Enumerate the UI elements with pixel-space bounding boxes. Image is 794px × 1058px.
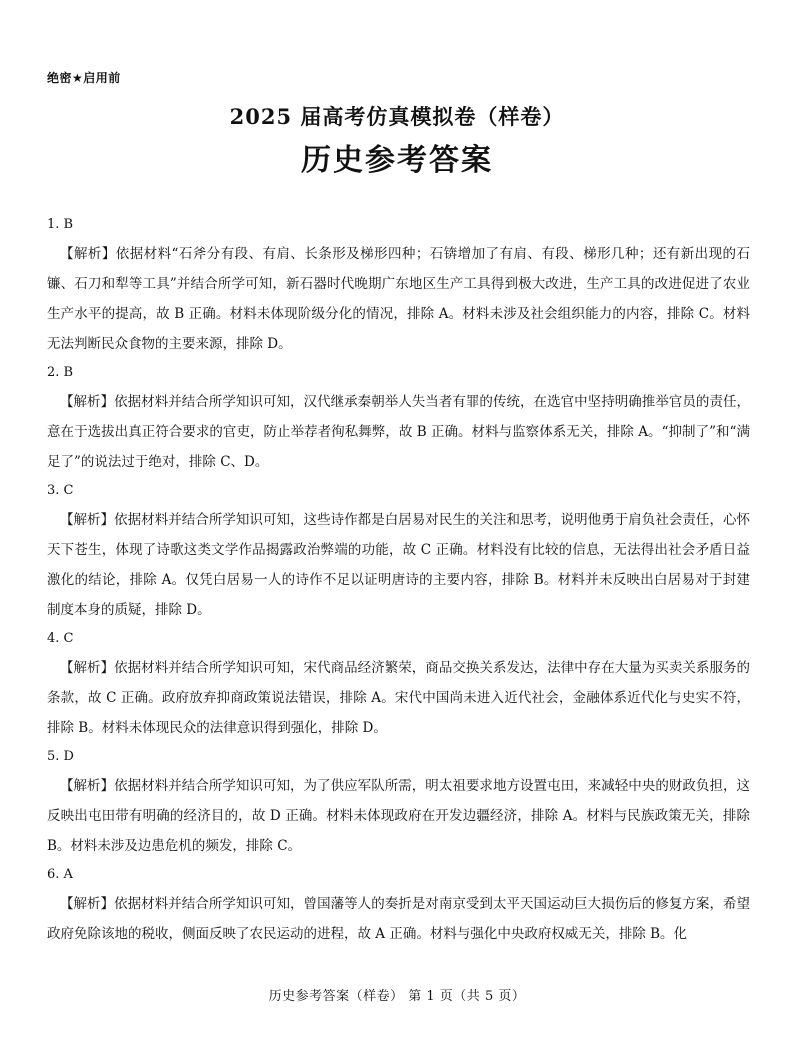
answer-item bbox=[47, 743, 750, 861]
page-footer: 历史参考答案（样卷） 第 1 页（共 5 页） bbox=[268, 989, 526, 1004]
question-number: 4. C bbox=[47, 631, 74, 646]
answer-explanation: 【解析】依据材料并结合所学知识可知，汉代继承秦朝举人失当者有罪的传统，在选官中坚持明确推举官员的责任，意在于选拔出真正符合要求的官吏，防止举荐者徇私舞弊，故 B 正确。材料与监察体系无关，排除 A。“抑制了”和“满足了”的说法过于绝对，排除 C、D。 bbox=[47, 394, 750, 470]
question-number: 2. B bbox=[47, 365, 74, 380]
question-number: 5. D bbox=[47, 749, 74, 764]
answer-explanation: 【解析】依据材料并结合所学知识可知，宋代商品经济繁荣，商品交换关系发达，法律中存在大量为买卖关系服务的条款，故 C 正确。政府放弃抑商政策说法错误，排除 A。宋代中国尚未进入近代社会，金融体系近代化与史实不符，排除 B。材料未体现民众的法律意识得到强化，排除 D。 bbox=[47, 660, 750, 736]
question-number: 3. C bbox=[47, 483, 74, 498]
subject-title: 历史参考答案 bbox=[301, 143, 493, 178]
answer-item bbox=[47, 359, 750, 477]
exam-title: 2025 届高考仿真模拟卷（样卷） bbox=[229, 104, 565, 129]
answer-item bbox=[47, 211, 750, 359]
question-number: 1. B bbox=[47, 217, 74, 232]
answer-item bbox=[47, 477, 750, 625]
answers-list bbox=[47, 211, 750, 949]
question-number: 6. A bbox=[47, 867, 73, 882]
answer-item bbox=[47, 625, 750, 743]
answer-explanation: 【解析】依据材料并结合所学知识可知，这些诗作都是白居易对民生的关注和思考，说明他勇于肩负社会责任，心怀天下苍生，体现了诗歌这类文学作品揭露政治弊端的功能，故 C 正确。材料没有比较的信息，无法得出社会矛盾日益激化的结论，排除 A。仅凭白居易一人的诗作不足以证明唐诗的主要内容，排除 B。材料并未反映出白居易对于封建制度本身的质疑，排除 D。 bbox=[47, 512, 750, 618]
secret-label: 绝密★启用前 bbox=[47, 71, 121, 85]
answer-item bbox=[47, 861, 750, 949]
answer-explanation: 【解析】依据材料“石斧分有段、有肩、长条形及梯形四种；石锛增加了有肩、有段、梯形几种；还有新出现的石镰、石刀和犁等工具”并结合所学可知，新石器时代晚期广东地区生产工具得到极大改进，生产工具的改进促进了农业生产水平的提高，故 B 正确。材料未体现阶级分化的情况，排除 A。材料未涉及社会组织能力的内容，排除 C。材料无法判断民众食物的主要来源，排除 D。 bbox=[47, 246, 750, 352]
answer-explanation: 【解析】依据材料并结合所学知识可知，曾国藩等人的奏折是对南京受到太平天国运动巨大损伤后的修复方案，希望政府免除该地的税收，侧面反映了农民运动的进程，故 A 正确。材料与强化中央政府权威无关，排除 B。化 bbox=[47, 896, 750, 942]
answer-explanation: 【解析】依据材料并结合所学知识可知，为了供应军队所需，明太祖要求地方设置屯田，来减轻中央的财政负担，这反映出屯田带有明确的经济目的，故 D 正确。材料未体现政府在开发边疆经济，排除 A。材料与民族政策无关，排除 B。材料未涉及边患危机的频发，排除 C。 bbox=[47, 778, 750, 854]
